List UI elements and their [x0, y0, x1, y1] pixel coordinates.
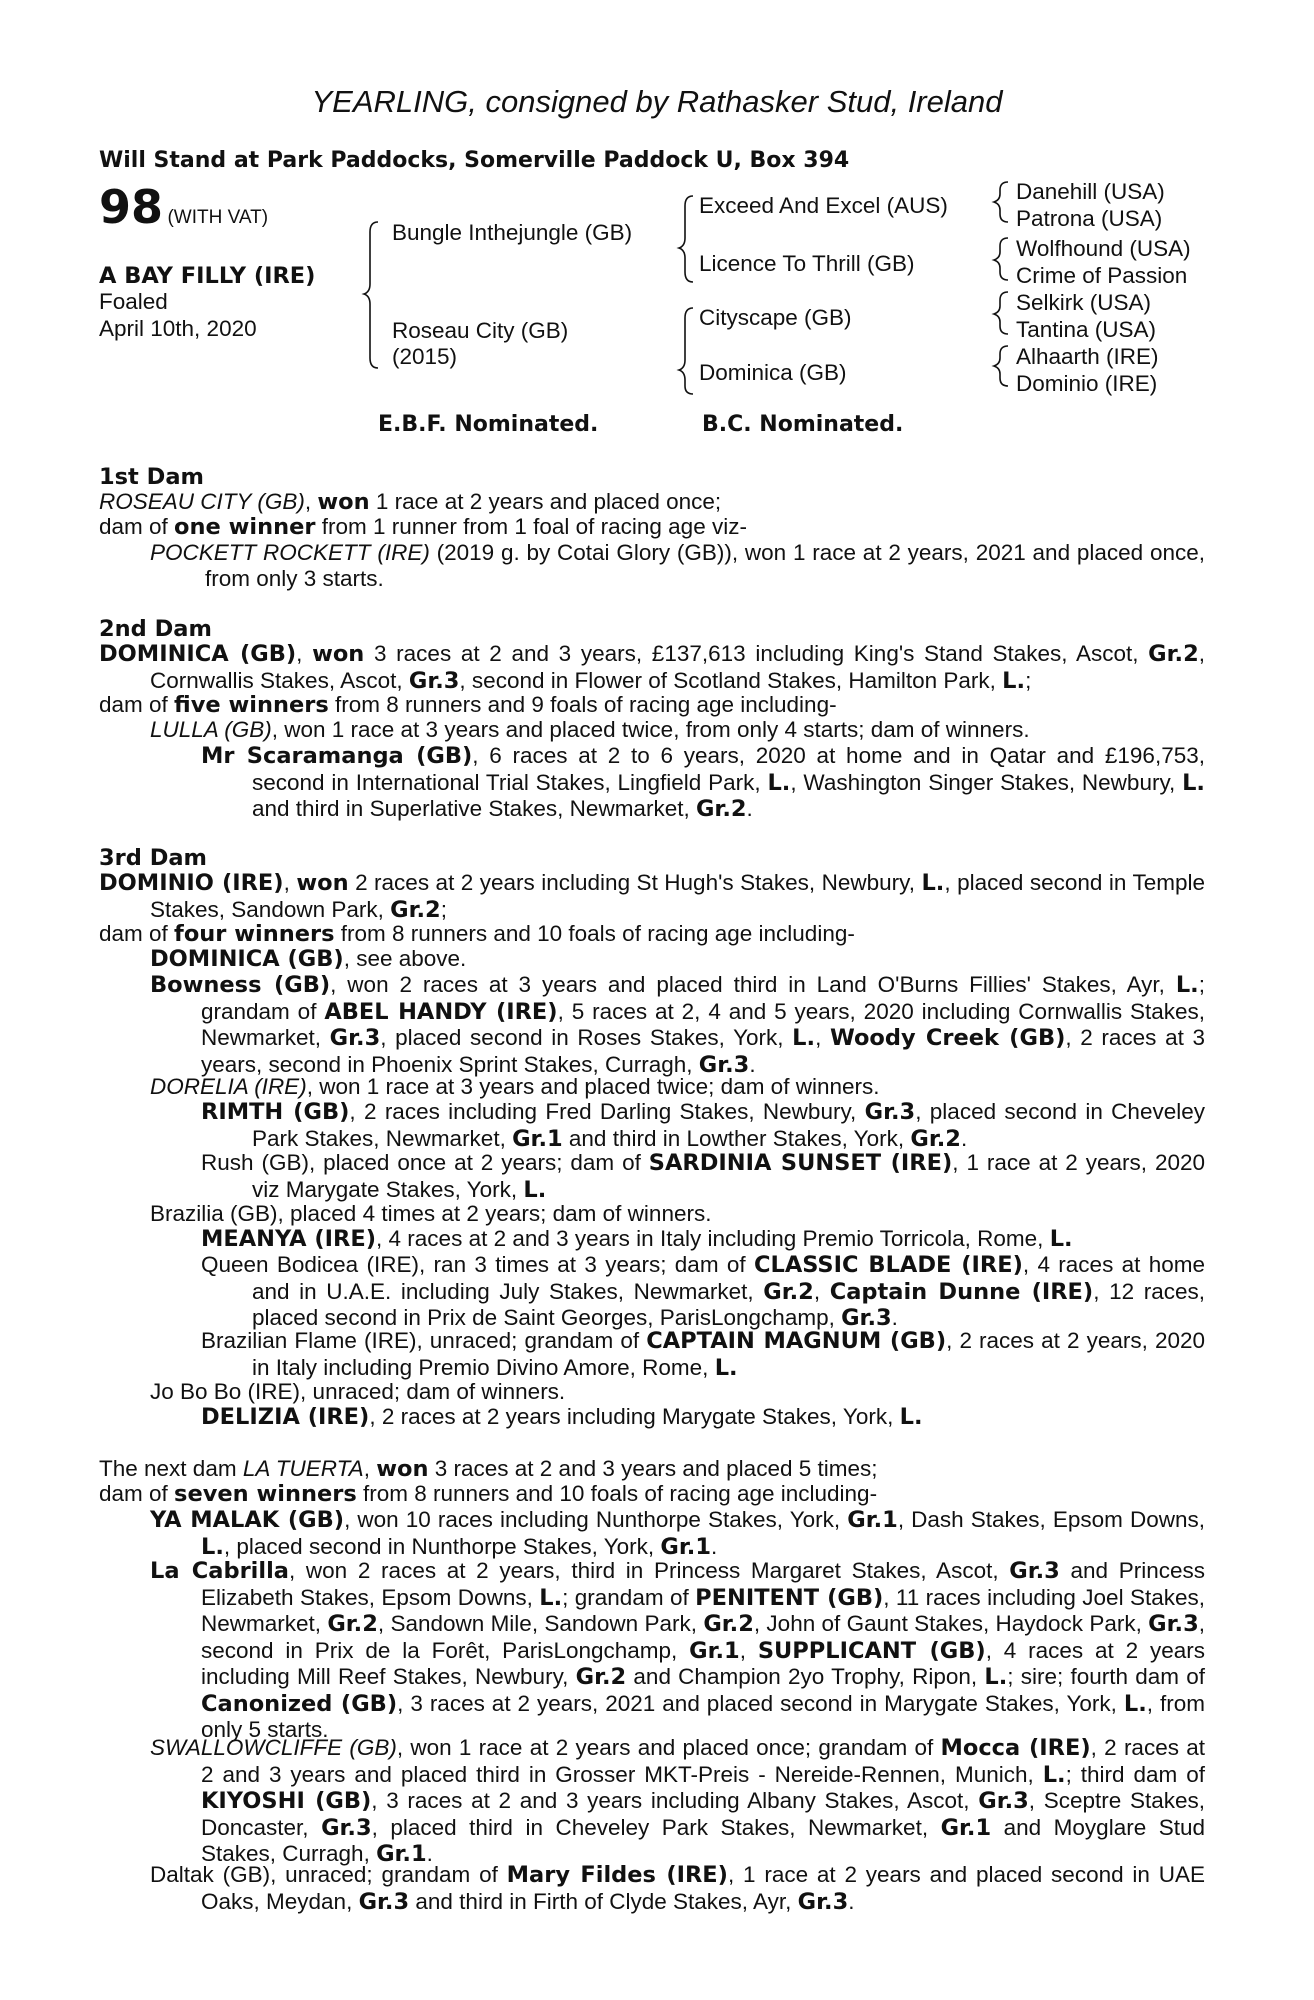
grandsire-7: Alhaarth (IRE) — [1016, 344, 1159, 369]
brazilian-flame-entry: Brazilian Flame (IRE), unraced; grandam of CAPTAIN MAGNUM (GB), 2 races at 2 years, 2020 in Italy including Premio Divino Amore, Rome, L. — [201, 1328, 1205, 1381]
first-dam-line: ROSEAU CITY (GB), won 1 race at 2 years and placed once; — [99, 489, 722, 515]
next-dam-produce: dam of seven winners from 8 runners and 10 foals of racing age including- — [99, 1481, 878, 1507]
dam: Roseau City (GB) — [392, 318, 569, 343]
grandsire-5: Selkirk (USA) — [1016, 290, 1152, 315]
grandsire-3: Wolfhound (USA) — [1016, 236, 1191, 261]
ya-malak-entry: YA MALAK (GB), won 10 races including Nunthorpe Stakes, York, Gr.1, Dash Stakes, Epsom Downs, L., placed second in Nunthorpe Stakes, York, Gr.1. — [150, 1507, 1205, 1560]
granddam-6: Tantina (USA) — [1016, 317, 1157, 342]
sire: Bungle Inthejungle (GB) — [392, 220, 633, 245]
third-dam-heading: 3rd Dam — [99, 845, 207, 871]
first-dam-heading: 1st Dam — [99, 464, 204, 490]
ebf-nomination: E.B.F. Nominated. — [378, 412, 599, 437]
sire-sire: Exceed And Excel (AUS) — [699, 193, 948, 218]
granddam-4: Crime of Passion — [1016, 263, 1188, 288]
brazilia-entry: Brazilia (GB), placed 4 times at 2 years; dam of winners. — [150, 1201, 712, 1226]
foaled-label: Foaled — [99, 289, 168, 314]
mr-scaramanga-entry: Mr Scaramanga (GB), 6 races at 2 to 6 years, 2020 at home and in Qatar and £196,753, second in International Trial Stakes, Lingfield Park, L., Washington Singer Stakes, Newbury, L. and third in Superlative Stakes, Newmarket, Gr.2. — [201, 743, 1205, 822]
dorelia-entry: DORELIA (IRE), won 1 race at 3 years and placed twice; dam of winners. — [150, 1074, 880, 1099]
third-dam-produce: dam of four winners from 8 runners and 10 foals of racing age including- — [99, 921, 855, 947]
second-dam-heading: 2nd Dam — [99, 616, 212, 642]
delizia-entry: DELIZIA (IRE), 2 races at 2 years including Marygate Stakes, York, L. — [201, 1404, 923, 1430]
foaled-date: April 10th, 2020 — [99, 316, 257, 341]
meanya-entry: MEANYA (IRE), 4 races at 2 and 3 years in Italy including Premio Torricola, Rome, L. — [201, 1226, 1073, 1252]
dam-dam: Dominica (GB) — [699, 360, 847, 385]
lulla-entry: LULLA (GB), won 1 race at 3 years and placed twice, from only 4 starts; dam of winners. — [150, 717, 1030, 742]
next-dam-line: The next dam LA TUERTA, won 3 races at 2 and 3 years and placed 5 times; — [99, 1456, 878, 1482]
jo-bo-bo-entry: Jo Bo Bo (IRE), unraced; dam of winners. — [150, 1379, 566, 1404]
la-cabrilla-entry: La Cabrilla, won 2 races at 2 years, third in Princess Margaret Stakes, Ascot, Gr.3 and Princess Elizabeth Stakes, Epsom Downs, L.; grandam of PENITENT (GB), 11 races including Joel Stakes, Newmarket, Gr.2, Sandown Mile, Sandown Park, Gr.2, John of Gaunt Stakes, Haydock Park, Gr.3, second in Prix de la Forêt, ParisLongchamp, Gr.1, SUPPLICANT (GB), 4 races at 2 years including Mill Reef Stakes, Newbury, Gr.2 and Champion 2yo Trophy, Ripon, L.; sire; fourth dam of Canonized (GB), 3 races at 2 years, 2021 and placed second in Marygate Stakes, York, L., from only 5 starts. — [150, 1558, 1206, 1742]
queen-bodicea-entry: Queen Bodicea (IRE), ran 3 times at 3 years; dam of CLASSIC BLADE (IRE), 4 races at home and in U.A.E. including July Stakes, Newmarket, Gr.2, Captain Dunne (IRE), 12 races, placed second in Prix de Saint Georges, ParisLongchamp, Gr.3. — [201, 1252, 1206, 1331]
lot-name: A BAY FILLY (IRE) — [99, 263, 316, 289]
stand-location: Will Stand at Park Paddocks, Somerville Paddock U, Box 394 — [99, 148, 850, 173]
bc-nomination: B.C. Nominated. — [702, 412, 904, 437]
daltak-entry: Daltak (GB), unraced; grandam of Mary Fildes (IRE), 1 race at 2 years and placed second in UAE Oaks, Meydan, Gr.3 and third in Firth of Clyde Stakes, Ayr, Gr.3. — [150, 1862, 1205, 1915]
dam-sire: Cityscape (GB) — [699, 305, 852, 330]
second-dam-produce: dam of five winners from 8 runners and 9 foals of racing age including- — [99, 692, 837, 718]
first-dam-foal: POCKETT ROCKETT (IRE) (2019 g. by Cotai Glory (GB)), won 1 race at 2 years, 2021 and placed once, from only 3 starts. — [150, 540, 1205, 591]
sire-dam: Licence To Thrill (GB) — [699, 251, 915, 276]
vat-note: (WITH VAT) — [167, 207, 269, 228]
rush-entry: Rush (GB), placed once at 2 years; dam of SARDINIA SUNSET (IRE), 1 race at 2 years, 2020 viz Marygate Stakes, York, L. — [201, 1150, 1205, 1203]
third-dam-record: DOMINIO (IRE), won 2 races at 2 years including St Hugh's Stakes, Newbury, L., placed second in Temple Stakes, Sandown Park, Gr.2; — [99, 870, 1205, 923]
granddam-2: Patrona (USA) — [1016, 206, 1163, 231]
lot-number: 98 — [99, 180, 164, 234]
grandsire-1: Danehill (USA) — [1016, 179, 1165, 204]
rimth-entry: RIMTH (GB), 2 races including Fred Darling Stakes, Newbury, Gr.3, placed second in Cheveley Park Stakes, Newmarket, Gr.1 and third in Lowther Stakes, York, Gr.2. — [201, 1099, 1205, 1152]
first-dam-produce: dam of one winner from 1 runner from 1 foal of racing age viz- — [99, 514, 747, 540]
second-dam-record: DOMINICA (GB), won 3 races at 2 and 3 years, £137,613 including King's Stand Stakes, Ascot, Gr.2, Cornwallis Stakes, Ascot, Gr.3, second in Flower of Scotland Stakes, Hamilton Park, L.; — [99, 641, 1205, 694]
dam-year: (2015) — [392, 344, 458, 369]
swallowcliffe-entry: SWALLOWCLIFFE (GB), won 1 race at 2 years and placed once; grandam of Mocca (IRE), 2 races at 2 and 3 years and placed third in Grosser MKT-Preis - Nereide-Rennen, Munich, L.; third dam of KIYOSHI (GB), 3 races at 2 and 3 years including Albany Stakes, Ascot, Gr.3, Sceptre Stakes, Doncaster, Gr.3, placed third in Cheveley Park Stakes, Newmarket, Gr.1 and Moyglare Stud Stakes, Curragh, Gr.1. — [150, 1735, 1205, 1867]
granddam-8: Dominio (IRE) — [1016, 371, 1158, 396]
dominica-ref-entry: DOMINICA (GB), see above. — [150, 946, 467, 972]
bowness-entry: Bowness (GB), won 2 races at 3 years and placed third in Land O'Burns Fillies' Stakes, Ayr, L.; grandam of ABEL HANDY (IRE), 5 races at 2, 4 and 5 years, 2020 including Cornwallis Stakes, Newmarket, Gr.3, placed second in Roses Stakes, York, L., Woody Creek (GB), 2 races at 3 years, second in Phoenix Sprint Stakes, Curragh, Gr.3. — [150, 972, 1205, 1078]
catalogue-header: YEARLING, consigned by Rathasker Stud, Ireland — [311, 84, 1003, 119]
